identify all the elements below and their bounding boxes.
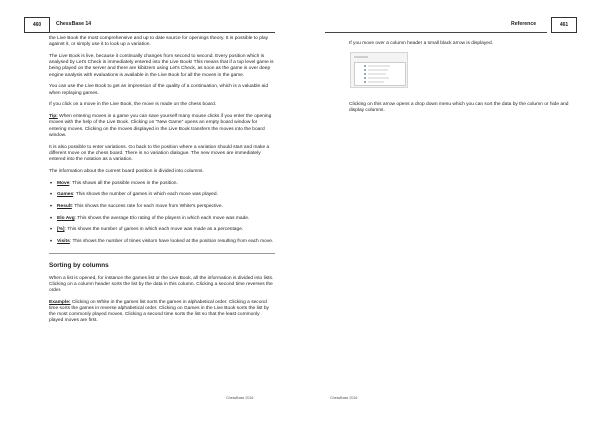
bullet-text: : This shows the average Elo rating of the players in which each move was made. xyxy=(74,215,250,221)
left-page-body xyxy=(49,36,275,330)
tip-text: When entering moves in a game you can save yourself many mouse clicks if you enter the opening moves with the help of the Live Book. Clicking on "New Game" opens an empty board window for entering moves. Clicking on the moves displayed in the Live Book transfers the moves into the board window. xyxy=(49,114,272,138)
paragraph-sorting: When a list is opened, for instance the games list or the Live Book, all the information is divided into lists. Clicking on a column header sorts the list by the data in this column. Clicking a second time reverses the order. xyxy=(49,275,274,293)
page-number: 460 xyxy=(24,17,50,33)
bullet-term: Elo Avg xyxy=(57,215,75,221)
column-menu-screenshot xyxy=(350,52,408,88)
page-footer: ChessBase 2016 xyxy=(226,396,254,400)
column-menu-table xyxy=(354,62,406,86)
list-item xyxy=(49,204,275,210)
bullet-text: : This shows the number of games in which each move was made as a percentage. xyxy=(64,227,244,233)
list-item xyxy=(49,192,275,198)
bullet-text: : This shows the success rate for each move from White's perspective. xyxy=(71,204,223,210)
menu-row xyxy=(355,80,405,83)
menu-row xyxy=(355,72,405,75)
paragraph-intro: the Live Book the most comprehensive and up to date source for openings theory. It is possible to play against it, or simply use it to look up a variation. xyxy=(49,36,269,48)
bullet-term: Visits xyxy=(57,239,70,245)
page-footer: ChessBase 2016 xyxy=(330,396,358,400)
paragraph-columns-intro: The information about the current board position is divided into columns. xyxy=(49,168,204,174)
list-item xyxy=(49,227,275,233)
bullet-text: : This shows all the possible moves in the position. xyxy=(69,180,178,186)
menu-row xyxy=(355,76,405,79)
bullet-text: : This shows the number of times visitors have looked at the position resulting from each move. xyxy=(69,239,274,245)
section-heading: Sorting by columns xyxy=(49,262,109,270)
running-header-title: Reference xyxy=(511,21,537,27)
tip-label: Tip: xyxy=(49,114,58,120)
list-item xyxy=(49,181,275,187)
list-item xyxy=(49,216,275,222)
right-page xyxy=(300,0,600,424)
bullet-text: : This shows the number of games in which each move was played. xyxy=(73,192,218,198)
menu-row xyxy=(355,64,405,67)
paragraph-example xyxy=(49,300,275,325)
list-item xyxy=(49,239,275,245)
example-text: Clicking on White in the games list sorts the games in alphabetical order. Clicking a second time sorts the games in reverse alphabetical order. Clicking on Games in the Live Book sorts the list by the most commonly played moves. Clicking a second time sorts the list so that the least commonly played moves are first. xyxy=(49,299,269,324)
page-number: 461 xyxy=(551,17,577,33)
paragraph-arrow: If you move over a column header a small black arrow is displayed. xyxy=(349,41,494,46)
bullet-term: [%] xyxy=(57,227,65,233)
bullet-term: Move xyxy=(57,180,70,186)
paragraph-variations: It is also possible to enter variations. Go back to the position where a variation should start and make a different move on the chess board. There is no variation dialogue. The new moves are immediately entered into the notation as a variation. xyxy=(49,144,270,163)
right-page-body-2 xyxy=(349,102,569,120)
menu-row xyxy=(355,68,405,71)
paragraph-click-move: If you click on a move in the Live Book, the move is made on the chess board. xyxy=(49,102,217,108)
paragraph-live: The Live Book is live, because it continually changes from second to second. Every position which is analysed by Let's Check is immediately entered into the Live Book! This means that if a top level game is being played on the server and there are kibitzers using Let's Check, as soon as the game is over deep engine analysis with evaluations is available in the Live Book for all the moves in the game. xyxy=(49,54,274,78)
bullet-term: Games xyxy=(57,192,74,198)
paragraph-tip xyxy=(49,114,275,139)
column-list xyxy=(49,181,275,246)
header-rule xyxy=(49,32,275,33)
screenshot-title-bar xyxy=(354,56,368,58)
example-label: Example: xyxy=(49,299,71,305)
paragraph-quality: You can use the Live Book to get an impression of the quality of a continuation, which is a valuable aid when replaying games. xyxy=(49,84,269,96)
running-header-title: ChessBase 14 xyxy=(56,21,92,27)
header-rule xyxy=(325,32,547,33)
paragraph-dropdown: Clicking on this arrow opens a drop down menu which you can sort the data by the column or hide and display columns. xyxy=(349,102,569,114)
section-divider xyxy=(49,253,275,254)
bullet-term: Result xyxy=(57,204,72,210)
